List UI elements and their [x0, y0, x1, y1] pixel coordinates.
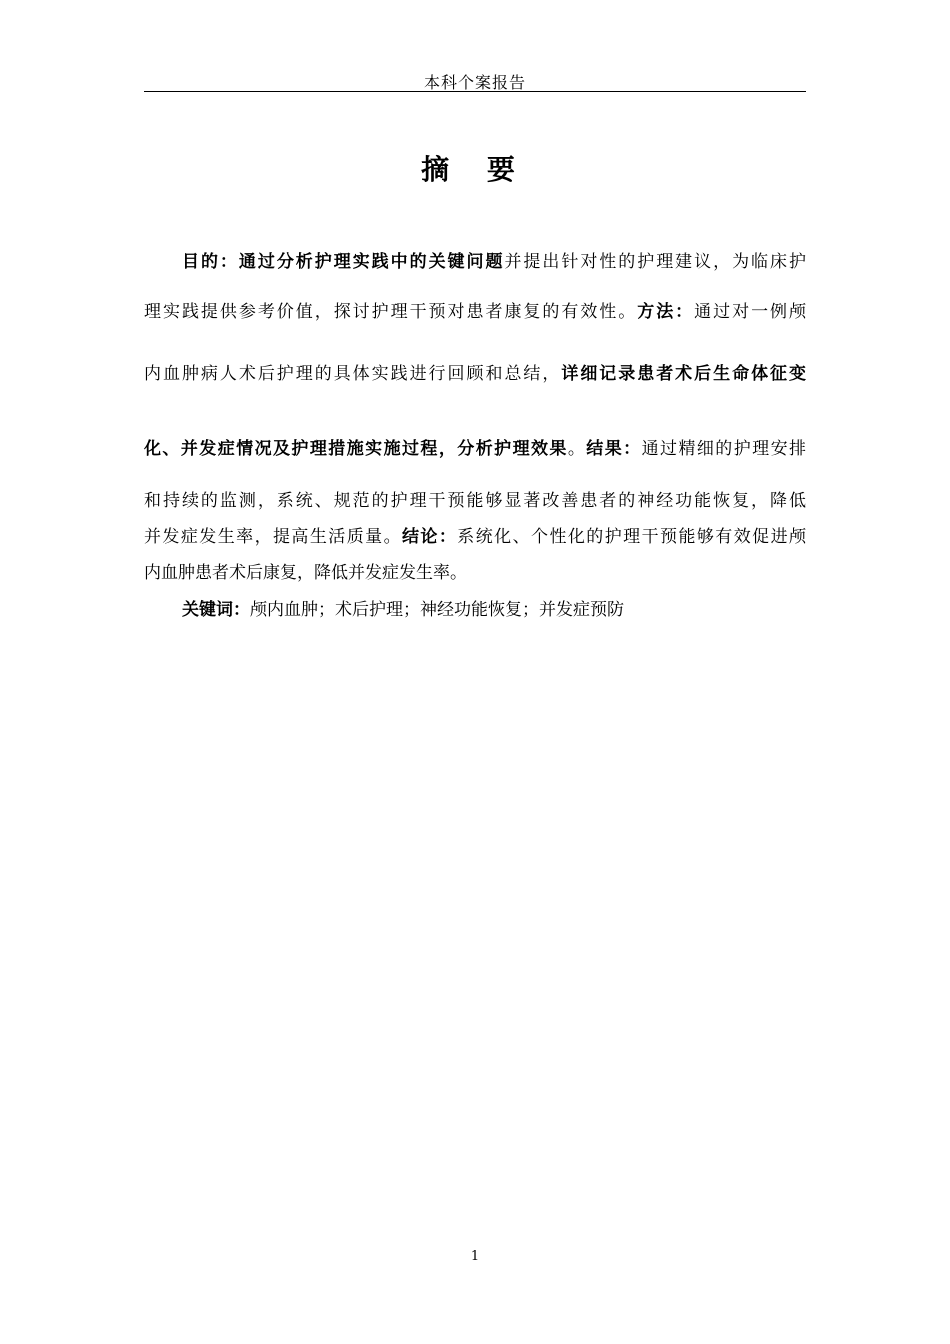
abstract-line-5: [144, 486, 806, 511]
conclusion-text-cont: 内血肿患者术后康复，降低并发症发生率。: [144, 563, 467, 583]
method-text-bold: 详细记录患者术后生命体征变: [561, 364, 807, 384]
page-number: 1: [470, 1249, 480, 1264]
purpose-text-bold: 目的：通过分析护理实践中的关键问题: [182, 252, 505, 272]
method-text: 通过对一例颅: [694, 302, 807, 322]
abstract-line-3: [144, 359, 806, 384]
period: 。: [567, 439, 587, 459]
purpose-text: 并提出针对性的护理建议，为临床护: [504, 252, 806, 272]
method-text-bold-cont: 化、并发症情况及护理措施实施过程，分析护理效果: [144, 439, 568, 459]
result-text-cont: 和持续的监测，系统、规范的护理干预能够显著改善患者的神经功能恢复，降低: [144, 491, 806, 511]
conclusion-text: 系统化、个性化的护理干预能够有效促进颅: [457, 527, 807, 547]
purpose-text-cont: 理实践提供参考价值，探讨护理干预对患者康复的有效性。: [144, 302, 638, 322]
result-label: 结果：: [586, 439, 642, 459]
method-label: 方法：: [637, 302, 695, 322]
page-header: 本科个案报告: [423, 73, 526, 92]
keywords-line: [182, 595, 806, 620]
keywords-text: 颅内血肿；术后护理；神经功能恢复；并发症预防: [250, 600, 624, 620]
result-text: 通过精细的护理安排: [641, 439, 807, 459]
abstract-title: 摘 要: [421, 153, 529, 186]
abstract-line-6: [144, 522, 806, 547]
abstract-line-4: [144, 434, 806, 459]
method-text-cont: 内血肿病人术后护理的具体实践进行回顾和总结，: [144, 364, 562, 384]
abstract-line-7: [144, 558, 806, 583]
header-rule: [144, 91, 806, 92]
keywords-label: 关键词：: [182, 600, 250, 620]
conclusion-label: 结论：: [402, 527, 458, 547]
abstract-line-1: [182, 247, 806, 272]
result-text-end: 并发症发生率，提高生活质量。: [144, 527, 402, 547]
abstract-line-2: [144, 297, 806, 322]
